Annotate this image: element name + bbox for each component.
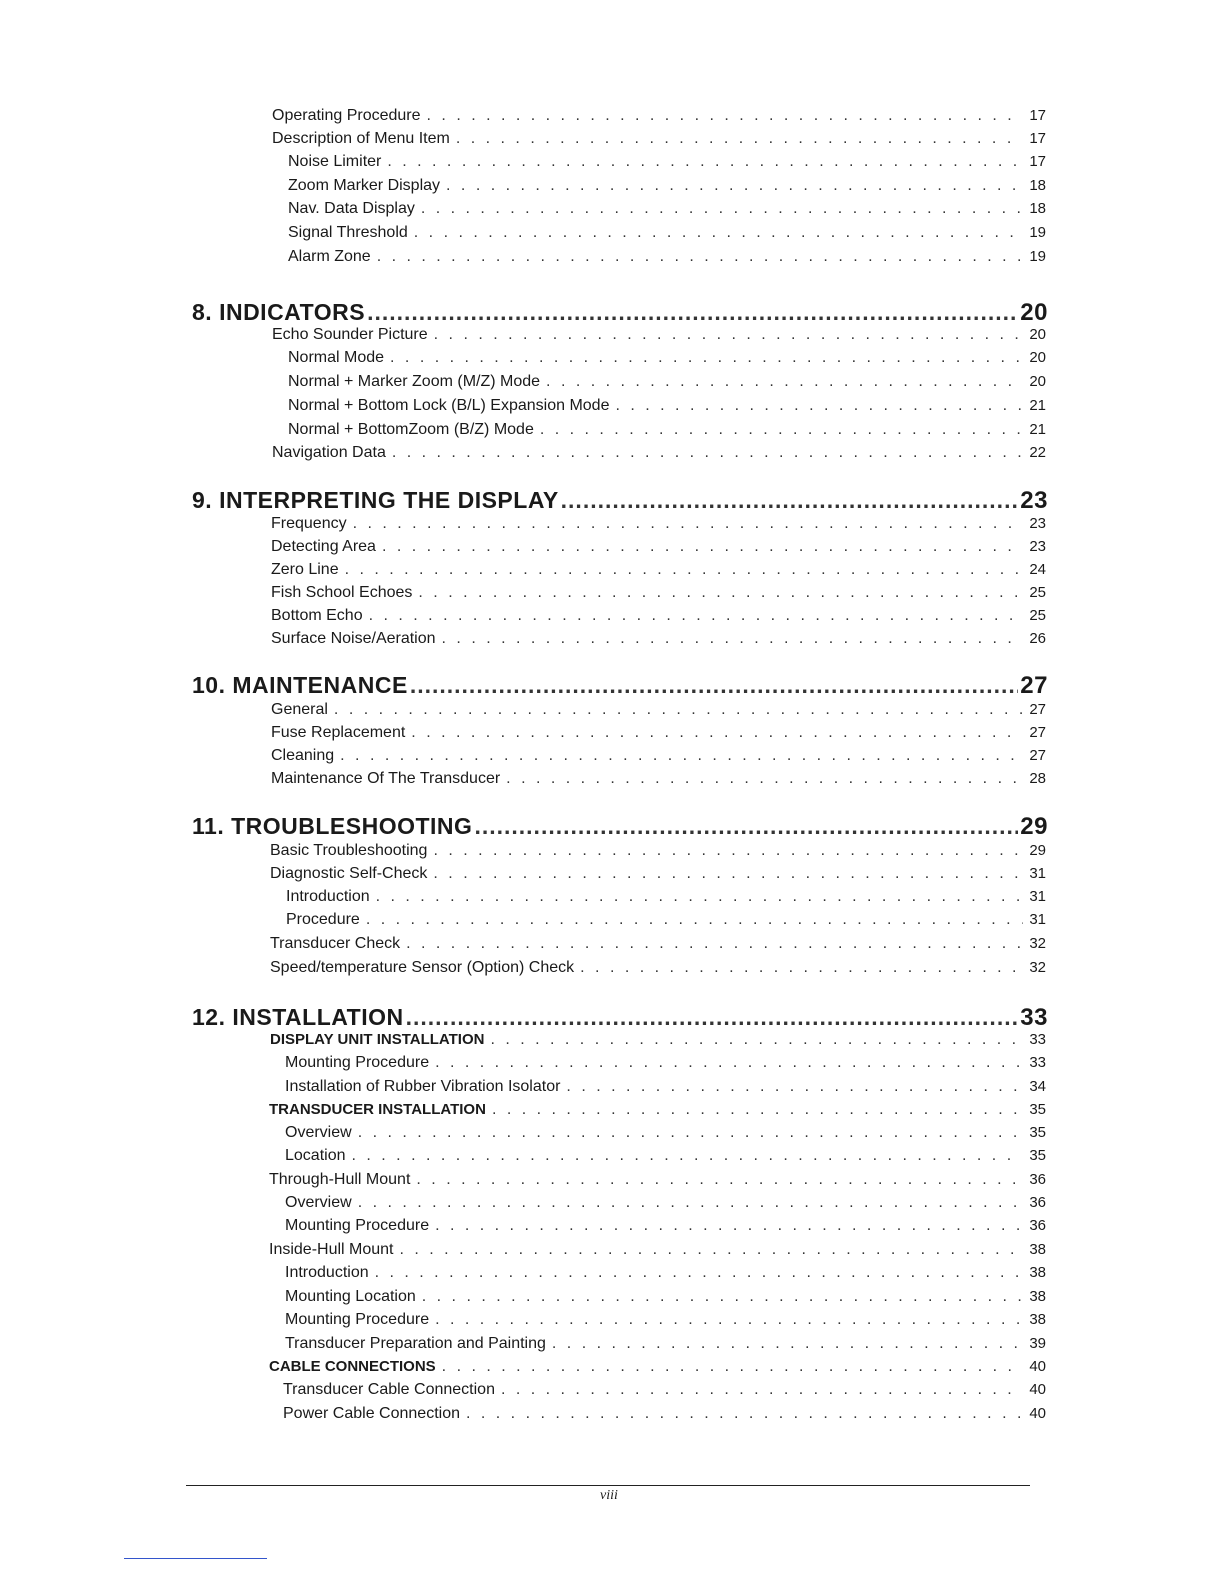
toc-section-10-heading[interactable]: 10. MAINTENANCE ..... 27 [192,672,1048,702]
toc-entry-fish-school-echoes[interactable]: Fish School Echoes . . . 25 [271,584,1046,606]
toc-entry-detecting-area[interactable]: Detecting Area . . . 23 [271,538,1046,560]
toc-entry-overview[interactable]: Overview . . . 36 [285,1194,1046,1216]
toc-section-8-heading[interactable]: 8. INDICATORS ..... 20 [192,299,1048,329]
bottom-link-underline [124,1558,267,1559]
toc-entry-noise-limiter[interactable]: Noise Limiter . . . 17 [288,153,1046,175]
toc-entry-fuse-replacement[interactable]: Fuse Replacement . . . 27 [271,724,1046,746]
toc-entry-nav-data-display[interactable]: Nav. Data Display . . . 18 [288,200,1046,222]
toc-entry-cable-connections[interactable]: CABLE CONNECTIONS . . . 40 [269,1358,1046,1380]
toc-entry-general[interactable]: General . . . 27 [271,701,1046,723]
toc-entry-normal-mode[interactable]: Normal Mode . . . 20 [288,349,1046,371]
toc-entry-frequency[interactable]: Frequency . . . 23 [271,515,1046,537]
toc-section-12-heading[interactable]: 12. INSTALLATION ..... 33 [192,1004,1048,1034]
toc-section-9-heading[interactable]: 9. INTERPRETING THE DISPLAY ..... 23 [192,487,1048,517]
toc-entry-mounting-procedure[interactable]: Mounting Procedure . . . 33 [285,1054,1046,1076]
footer-divider [186,1485,1030,1486]
toc-section-11-heading[interactable]: 11. TROUBLESHOOTING ..... 29 [192,813,1048,843]
toc-entry-marker-zoom-mode[interactable]: Normal + Marker Zoom (M/Z) Mode . . . 20 [288,373,1046,395]
toc-entry-diagnostic-self-check[interactable]: Diagnostic Self-Check . . . 31 [270,865,1046,887]
toc-entry-zero-line[interactable]: Zero Line . . . 24 [271,561,1046,583]
toc-entry-mounting-location[interactable]: Mounting Location . . . 38 [285,1288,1046,1310]
toc-entry-mounting-procedure[interactable]: Mounting Procedure . . . 38 [285,1311,1046,1333]
page-number: viii [600,1488,618,1503]
toc-entry-speed-temperature-sensor-check[interactable]: Speed/temperature Sensor (Option) Check . . . 32 [270,959,1046,981]
toc-entry-bottom-echo[interactable]: Bottom Echo . . . 25 [271,607,1046,629]
toc-entry-location[interactable]: Location . . . 35 [285,1147,1046,1169]
toc-entry-alarm-zone[interactable]: Alarm Zone . . . 19 [288,248,1046,270]
toc-entry-introduction[interactable]: Introduction . . . 38 [285,1264,1046,1286]
toc-entry-display-unit-installation[interactable]: DISPLAY UNIT INSTALLATION . . . 33 [270,1031,1046,1053]
toc-entry-transducer-check[interactable]: Transducer Check . . . 32 [270,935,1046,957]
toc-entry-description-of-menu-item[interactable]: Description of Menu Item . . . 17 [272,130,1046,152]
toc-entry-basic-troubleshooting[interactable]: Basic Troubleshooting . . . 29 [270,842,1046,864]
toc-entry-bottom-lock-mode[interactable]: Normal + Bottom Lock (B/L) Expansion Mode . . . 21 [288,397,1046,419]
toc-entry-transducer-preparation-painting[interactable]: Transducer Preparation and Painting . . . 39 [285,1335,1046,1357]
toc-entry-maintenance-of-transducer[interactable]: Maintenance Of The Transducer . . . 28 [271,770,1046,792]
toc-entry-cleaning[interactable]: Cleaning . . . 27 [271,747,1046,769]
toc-entry-signal-threshold[interactable]: Signal Threshold . . . 19 [288,224,1046,246]
toc-entry-echo-sounder-picture[interactable]: Echo Sounder Picture . . . 20 [272,326,1046,348]
toc-entry-overview[interactable]: Overview . . . 35 [285,1124,1046,1146]
toc-entry-mounting-procedure[interactable]: Mounting Procedure . . . 36 [285,1217,1046,1239]
toc-entry-zoom-marker-display[interactable]: Zoom Marker Display . . . 18 [288,177,1046,199]
toc-entry-power-cable-connection[interactable]: Power Cable Connection . . . 40 [283,1405,1046,1427]
toc-entry-surface-noise[interactable]: Surface Noise/Aeration . . . 26 [271,630,1046,652]
toc-entry-bottom-zoom-mode[interactable]: Normal + BottomZoom (B/Z) Mode . . . 21 [288,421,1046,443]
toc-entry-navigation-data[interactable]: Navigation Data . . . 22 [272,444,1046,466]
toc-entry-transducer-installation[interactable]: TRANSDUCER INSTALLATION . . . 35 [269,1101,1046,1123]
toc-entry-rubber-vibration-isolator[interactable]: Installation of Rubber Vibration Isolator . . . 34 [285,1078,1046,1100]
toc-entry-operating-procedure[interactable]: Operating Procedure . . . 17 [272,107,1046,129]
toc-entry-procedure[interactable]: Procedure . . . 31 [286,911,1046,933]
toc-entry-introduction[interactable]: Introduction . . . 31 [286,888,1046,910]
toc-entry-through-hull-mount[interactable]: Through-Hull Mount . . . 36 [269,1171,1046,1193]
toc-entry-inside-hull-mount[interactable]: Inside-Hull Mount . . . 38 [269,1241,1046,1263]
toc-entry-transducer-cable-connection[interactable]: Transducer Cable Connection . . . 40 [283,1381,1046,1403]
